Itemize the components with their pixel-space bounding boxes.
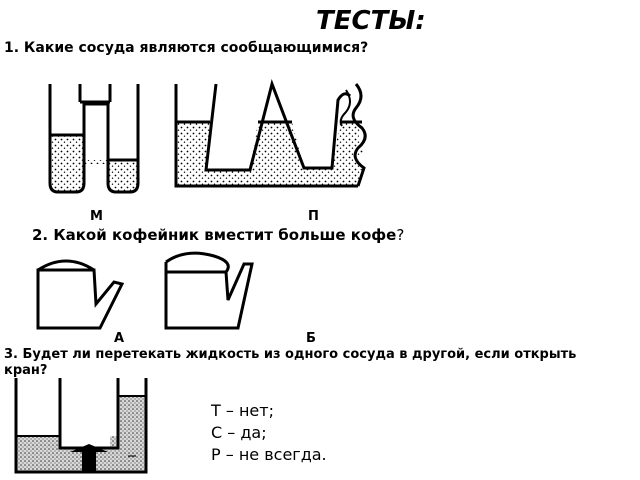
- connected-vessels-with-tap: [16, 378, 146, 472]
- label-p: П: [308, 209, 319, 224]
- question-3: 3. Будет ли перетекать жидкость из одного сосуда в другой, если открыть кран?: [4, 347, 577, 378]
- vessel-m: [50, 84, 138, 192]
- answer-options: [211, 400, 327, 466]
- question-2-text: 2. Какой кофейник вместит больше кофе: [32, 226, 397, 244]
- answer-r: Р – не всегда.: [211, 445, 327, 464]
- label-b: Б: [306, 331, 316, 346]
- vessel-p: [176, 84, 365, 186]
- answer-t: Т – нет;: [211, 401, 274, 420]
- coffee-pot-a: [38, 261, 122, 328]
- page-title: ТЕСТЫ:: [316, 6, 426, 36]
- label-m: М: [90, 209, 103, 224]
- question-2: [32, 226, 404, 244]
- coffee-pot-b: [166, 253, 252, 328]
- question-2-mark: ?: [396, 226, 405, 244]
- label-a: А: [114, 331, 125, 346]
- question-1: 1. Какие сосуда являются сообщающимися?: [4, 40, 369, 56]
- answer-s: С – да;: [211, 423, 267, 442]
